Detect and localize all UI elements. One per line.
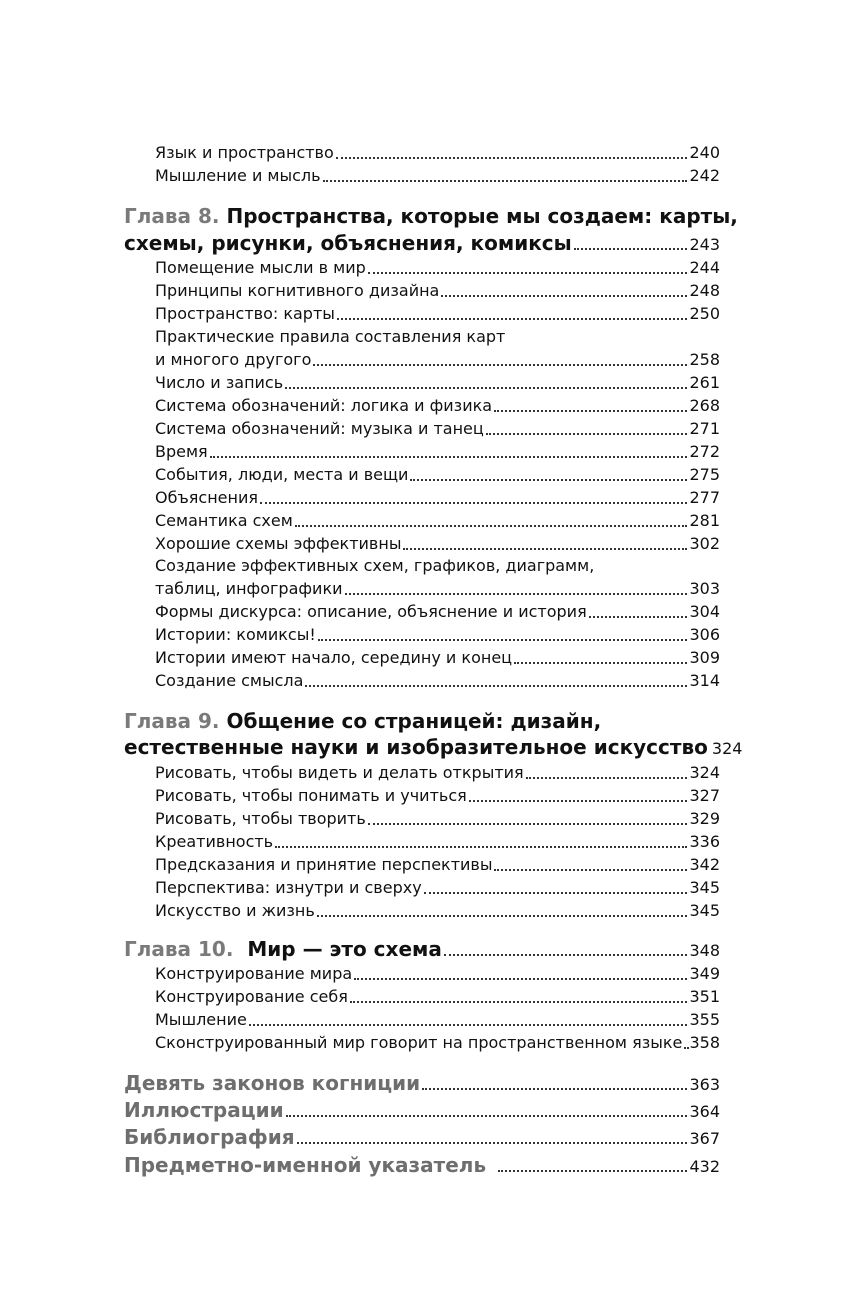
toc-entry-title: Конструирование мира [155, 964, 353, 983]
leader-dots [422, 1076, 687, 1090]
toc-entry-page: 355 [689, 1010, 720, 1029]
toc-entry[interactable] [155, 486, 720, 508]
toc-entry-title: и многого другого [155, 350, 312, 369]
toc-entry[interactable] [155, 807, 720, 829]
toc-entry[interactable] [155, 532, 720, 554]
toc-entry-title: Мышление [155, 1010, 247, 1029]
toc-entry[interactable] [155, 1031, 720, 1053]
leader-dots [317, 903, 688, 917]
leader-dots [313, 352, 687, 366]
toc-entry-page: 306 [689, 625, 720, 644]
toc-entry[interactable] [155, 440, 720, 462]
toc-entry-title: Рисовать, чтобы творить [155, 809, 366, 828]
toc-entry-page: 303 [689, 579, 720, 598]
toc-entry-title: Объяснения [155, 488, 258, 507]
chapter-page: 348 [689, 941, 720, 960]
leader-dots [295, 513, 688, 527]
chapter-label: Глава 10. [124, 937, 234, 961]
toc-entry-page: 342 [689, 855, 720, 874]
chapter-title-line2: схемы, рисунки, объяснения, комиксы [124, 231, 572, 255]
toc-entry[interactable] [155, 164, 720, 186]
leader-dots [323, 168, 688, 182]
leader-dots [410, 467, 687, 481]
leader-dots [260, 490, 687, 504]
leader-dots [441, 283, 687, 297]
toc-entry-title: таблиц, инфографики [155, 579, 343, 598]
chapter-9-title-row[interactable] [124, 734, 743, 760]
leader-dots [486, 421, 688, 435]
toc-entry-title: Предсказания и принятие перспективы [155, 855, 493, 874]
toc-entry[interactable] [155, 417, 720, 439]
leader-dots [368, 260, 688, 274]
back-matter-entry[interactable] [124, 1124, 720, 1150]
toc-entry[interactable] [155, 623, 720, 645]
chapter-title-line1: Пространства, которые мы создаем: карты, [226, 204, 738, 228]
back-matter-page: 363 [689, 1075, 720, 1094]
toc-entry-title-line1[interactable]: Практические правила составления карт [155, 327, 506, 346]
chapter-9-heading[interactable] [124, 708, 601, 734]
toc-entry-page: 281 [689, 511, 720, 530]
chapter-8-title-row[interactable] [124, 230, 720, 256]
toc-entry-page: 275 [689, 465, 720, 484]
toc-entry[interactable] [155, 876, 720, 898]
toc-entry-page: 268 [689, 396, 720, 415]
chapter-title: Мир — это схема [247, 937, 442, 961]
toc-entry[interactable] [155, 761, 720, 783]
back-matter-entry[interactable] [124, 1070, 720, 1096]
leader-dots [684, 1035, 687, 1049]
toc-entry[interactable] [155, 853, 720, 875]
leader-dots [345, 581, 688, 595]
back-matter-page: 367 [689, 1129, 720, 1148]
toc-entry-title: Рисовать, чтобы понимать и учиться [155, 786, 467, 805]
back-matter-title: Предметно-именной указатель [124, 1153, 487, 1177]
toc-entry[interactable] [155, 371, 720, 393]
leader-dots [526, 765, 688, 779]
toc-entry[interactable] [155, 985, 720, 1007]
toc-entry-page: 349 [689, 964, 720, 983]
leader-dots [424, 880, 688, 894]
toc-entry-page: 302 [689, 534, 720, 553]
toc-entry[interactable] [155, 899, 720, 921]
toc-entry-page: 271 [689, 419, 720, 438]
toc-entry-page: 309 [689, 648, 720, 667]
toc-entry-title: События, люди, места и вещи [155, 465, 409, 484]
toc-entry[interactable] [155, 669, 720, 691]
leader-dots [318, 627, 688, 641]
toc-entry-page: 314 [689, 671, 720, 690]
chapter-label: Глава 9. [124, 709, 220, 733]
toc-entry-page: 242 [689, 166, 720, 185]
toc-entry[interactable] [155, 577, 720, 599]
toc-entry-title: Время [155, 442, 208, 461]
toc-entry-page: 258 [689, 350, 720, 369]
toc-entry-title: Истории: комиксы! [155, 625, 316, 644]
toc-entry-title: Конструирование себя [155, 987, 348, 1006]
back-matter-title: Библиография [124, 1125, 295, 1149]
toc-entry-page: 272 [689, 442, 720, 461]
toc-entry-page: 324 [689, 763, 720, 782]
leader-dots [297, 1130, 688, 1144]
chapter-page: 243 [689, 235, 720, 254]
toc-entry-page: 248 [689, 281, 720, 300]
toc-entry[interactable] [155, 463, 720, 485]
leader-dots [336, 145, 688, 159]
toc-entry-page: 336 [689, 832, 720, 851]
toc-entry[interactable] [155, 348, 720, 370]
toc-entry-title: Хорошие схемы эффективны [155, 534, 402, 553]
toc-entry-page: 277 [689, 488, 720, 507]
leader-dots [494, 857, 687, 871]
toc-entry-page: 329 [689, 809, 720, 828]
back-matter-title: Иллюстрации [124, 1098, 284, 1122]
toc-entry[interactable] [155, 141, 720, 163]
toc-entry-title: Креативность [155, 832, 274, 851]
leader-dots [403, 536, 687, 550]
leader-dots [354, 966, 687, 980]
toc-entry-title: Язык и пространство [155, 143, 334, 162]
toc-entry-page: 358 [689, 1033, 720, 1052]
toc-entry-title: Система обозначений: музыка и танец [155, 419, 484, 438]
toc-entry-title: Рисовать, чтобы видеть и делать открытия [155, 763, 524, 782]
toc-entry[interactable] [155, 509, 720, 531]
toc-entry[interactable] [155, 302, 720, 324]
toc-entry-page: 351 [689, 987, 720, 1006]
leader-dots [589, 604, 688, 618]
toc-entry-page: 345 [689, 901, 720, 920]
chapter-heading [124, 936, 442, 962]
leader-dots [368, 811, 688, 825]
toc-entry-title: Сконструированный мир говорит на пространственном языке [155, 1033, 683, 1052]
chapter-10-title-row[interactable] [124, 936, 720, 962]
toc-entry-title: Помещение мысли в мир [155, 258, 366, 277]
toc-entry[interactable] [155, 962, 720, 984]
toc-entry-title: Семантика схем [155, 511, 293, 530]
toc-entry-page: 261 [689, 373, 720, 392]
back-matter-entry[interactable] [124, 1097, 720, 1123]
toc-entry[interactable] [155, 394, 720, 416]
toc-entry-page: 304 [689, 602, 720, 621]
chapter-title-line1: Общение со страницей: дизайн, [226, 709, 602, 733]
toc-entry-title: Создание смысла [155, 671, 304, 690]
toc-entry-title: Принципы когнитивного дизайна [155, 281, 440, 300]
leader-dots [210, 444, 688, 458]
toc-entry[interactable] [155, 784, 720, 806]
chapter-8-heading[interactable] [124, 203, 738, 229]
toc-entry-title: Перспектива: изнутри и сверху [155, 878, 422, 897]
leader-dots [574, 236, 688, 250]
toc-entry-title: Пространство: карты [155, 304, 335, 323]
toc-entry-title-line1[interactable]: Создание эффективных схем, графиков, диаграмм, [155, 556, 595, 575]
leader-dots [469, 788, 688, 802]
toc-entry-title: Формы дискурса: описание, объяснение и история [155, 602, 587, 621]
leader-dots [249, 1012, 688, 1026]
toc-entry-title: Искусство и жизнь [155, 901, 315, 920]
toc-entry-page: 250 [689, 304, 720, 323]
leader-dots [275, 834, 687, 848]
toc-entry[interactable] [155, 256, 720, 278]
leader-dots [444, 942, 688, 956]
leader-dots [286, 1103, 688, 1117]
toc-entry-title: Система обозначений: логика и физика [155, 396, 493, 415]
leader-dots [350, 989, 688, 1003]
back-matter-page: 364 [689, 1102, 720, 1121]
back-matter-title: Девять законов когниции [124, 1071, 421, 1095]
leader-dots [305, 673, 687, 687]
chapter-label: Глава 8. [124, 204, 220, 228]
toc-entry[interactable] [155, 1008, 720, 1030]
leader-dots [337, 306, 688, 320]
toc-entry-title: Число и запись [155, 373, 284, 392]
toc-entry-page: 244 [689, 258, 720, 277]
toc-entry[interactable] [155, 830, 720, 852]
back-matter-page: 432 [689, 1157, 720, 1176]
toc-entry-title: Мышление и мысль [155, 166, 321, 185]
chapter-title-line2: естественные науки и изобразительное искусство [124, 735, 708, 759]
chapter-page: 324 [711, 739, 743, 758]
toc-entry-page: 327 [689, 786, 720, 805]
leader-dots [498, 1158, 687, 1172]
leader-dots [494, 398, 687, 412]
leader-dots [514, 650, 687, 664]
toc-entry[interactable] [155, 600, 720, 622]
toc-entry-title: Истории имеют начало, середину и конец [155, 648, 513, 667]
toc-entry[interactable] [155, 279, 720, 301]
back-matter-entry[interactable] [124, 1152, 720, 1178]
leader-dots [285, 375, 687, 389]
toc-entry[interactable] [155, 646, 720, 668]
toc-entry-page: 240 [689, 143, 720, 162]
toc-entry-page: 345 [689, 878, 720, 897]
